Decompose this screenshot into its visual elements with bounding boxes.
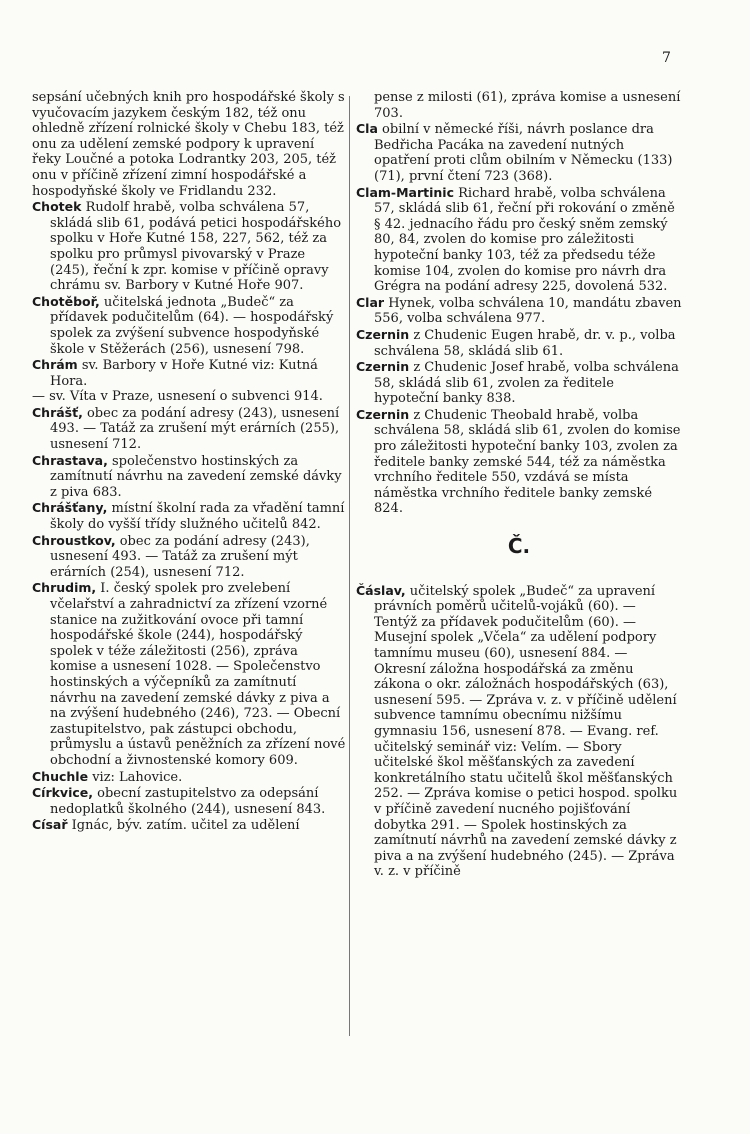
entry-term: Chrudim,: [32, 580, 97, 596]
index-entry: Čáslav, učitelský spolek „Budeč“ za upravení právních poměrů učitelů-vojáků (60). — Tentýž za přídavek podučitelům (60). — Musejní spolek „Včela“ za udělení podpory tamnímu museu (60), usnesení 884. — Okresní záložna hospodářská za změnu zákona o okr. záložnách hospodářských (63), usnesení 595. — Zpráva v. z. v příčině udělení subvence tamnímu obecnímu nižšímu gymnasiu 156, usnesení 878. — Evang. ref. učitelský seminář viz: Velím. — Sbory učitelské škol měšťanských za zavedení konkretálního statu učitelů škol měšťanských 252. — Zpráva komise o petici hospod. spolku v příčině zavedení nucného pojišťování dobytka 291. — Spolek hostinských za zamítnutí návrhů na zavedení zemské dávky z piva a na zvýšení hudebného (245). — Zpráva v. z. v příčině: [356, 582, 678, 880]
index-entry: Chuchle viz: Lahovice.: [32, 768, 183, 785]
index-entry: Chroustkov, obec za podání adresy (243), usnesení 493. — Tatáž za zrušení mýt erárních (254), usnesení 712.: [32, 532, 310, 580]
index-entry: Církvice, obecní zastupitelstvo za odepsání nedoplatků školného (244), usnesení 843.: [32, 785, 326, 817]
index-entry: Chrášťany, místní školní rada za vřadění tamní školy do vyšší třídy služného učitelů 842.: [32, 500, 345, 533]
entry-term: Církvice,: [32, 785, 94, 801]
entry-term: Chrášť,: [32, 404, 83, 420]
index-entry: Chotek Rudolf hrabě, volba schválena 57, skládá slib 61, podává petici hospodářského spolku v Hoře Kutné 158, 227, 562, též za spolku pro průmysl pivovarský v Praze (245), řeční k zpr. komise v příčině opravy chrámu sv. Barbory v Kutné Hoře 907.: [32, 199, 342, 294]
entry-term: Čáslav,: [356, 582, 406, 598]
index-entry: pense z milosti (61), zpráva komise a usnesení 703.: [374, 90, 681, 121]
index-entry: — sv. Víta v Praze, usnesení o subvenci 914.: [32, 389, 323, 405]
index-entry: Czernin z Chudenic Josef hrabě, volba schválena 58, skládá slib 61, zvolen za ředitele hypoteční banky 838.: [356, 359, 679, 407]
entry-term: Chrám: [32, 357, 78, 373]
entry-term: Czernin: [356, 326, 410, 342]
entry-term: Chotěboř,: [32, 293, 100, 309]
entry-term: Czernin: [356, 406, 410, 422]
index-entry: Císař Ignác, býv. zatím. učitel za udělení: [32, 817, 300, 834]
page-number: 7: [662, 50, 671, 66]
entry-term: Chotek: [32, 199, 82, 215]
index-entry: Chrášť, obec za podání adresy (243), usnesení 493. — Tatáž za zrušení mýt erárních (255), usnesení 712.: [32, 404, 340, 453]
entry-term: Chuchle: [32, 768, 89, 784]
section-letter: Č.: [507, 534, 531, 559]
index-entry: Chrastava, společenstvo hostinských za zamítnutí návrhu na zavedení zemské dávky z piva 683.: [32, 452, 342, 500]
index-entry: Cla obilní v německé říši, návrh poslance dra Bedřicha Pacáka na zavedení nutných opatření proti clům obilním v Německu (133) (71), první čtení 723 (368).: [356, 121, 673, 184]
entry-term: Chroustkov,: [32, 532, 116, 548]
entry-term: Clar: [356, 294, 385, 310]
entry-term: Chrášťany,: [32, 500, 108, 516]
index-entry: Clam-Martinic Richard hrabě, volba schválena 57, skládá slib 61, řeční při rokování o změně § 42. jednacího řádu pro český sněm zemský 80, 84, zvolen do komise pro záležitosti hypoteční banky 103, též za předsedu téže komise 104, zvolen do komise pro návrh dra Grégra na podání adresy 225, dovolená 532.: [356, 184, 675, 295]
entry-term: Czernin: [356, 359, 410, 375]
entry-term: Císař: [32, 817, 68, 833]
index-entry: Czernin z Chudenic Eugen hrabě, dr. v. p., volba schválena 58, skládá slib 61.: [356, 326, 676, 359]
index-entry: Czernin z Chudenic Theobald hrabě, volba schválena 58, skládá slib 61, zvolen do komise pro záležitosti hypoteční banky 103, zvolen za ředitele banky zemské 544, též za náměstka vrchního ředitele 550, vzdává se místa náměstka vrchního ředitele banky zemské 824.: [356, 406, 681, 517]
left-column: [32, 90, 346, 834]
entry-term: Cla: [356, 121, 378, 137]
column-divider: [349, 96, 350, 1036]
index-entry: Clar Hynek, volba schválena 10, mandátu zbaven 556, volba schválena 977.: [356, 294, 682, 327]
index-entry: Chrudim, I. český spolek pro zvelebení včelařství a zahradnictví za zřízení vzorné stanice na zužitkování ovoce při tamní hospodářské škole (244), hospodářský spolek v téže záležitosti (256), zpráva komise a usnesení 1028. — Společenstvo hostinských a výčepníků za zamítnutí návrhu na zavedení zemské dávky z piva a na zvýšení hudebného (246), 723. — Obecní zastupitelstvo, pak zástupci obchodu, průmyslu a ústavů peněžních za zřízení nové obchodní a živnostenské komory 609.: [32, 580, 346, 768]
entry-term: Clam-Martinic: [356, 184, 454, 200]
index-entry: sepsání učebných knih pro hospodářské školy s vyučovacím jazykem českým 182, též onu ohledně zřízení rolnické školy v Chebu 183, též onu za udělení zemské podpory k upravení řeky Loučné a potoka Lodrantky 203, 205, též onu v příčině zřízení zimní hospodářské a hospodyňské školy ve Fridlandu 232.: [32, 90, 345, 199]
entry-dash: —: [32, 389, 45, 405]
index-entry: Chrám sv. Barbory v Hoře Kutné viz: Kutná Hora.: [32, 357, 318, 389]
index-entry: Chotěboř, učitelská jednota „Budeč“ za přídavek podučitelům (64). — hospodářský spolek za zvýšení subvence hospodyňské škole v Stěžerách (256), usnesení 798.: [32, 293, 334, 357]
entry-term: Chrastava,: [32, 452, 108, 468]
right-column: [356, 90, 682, 880]
